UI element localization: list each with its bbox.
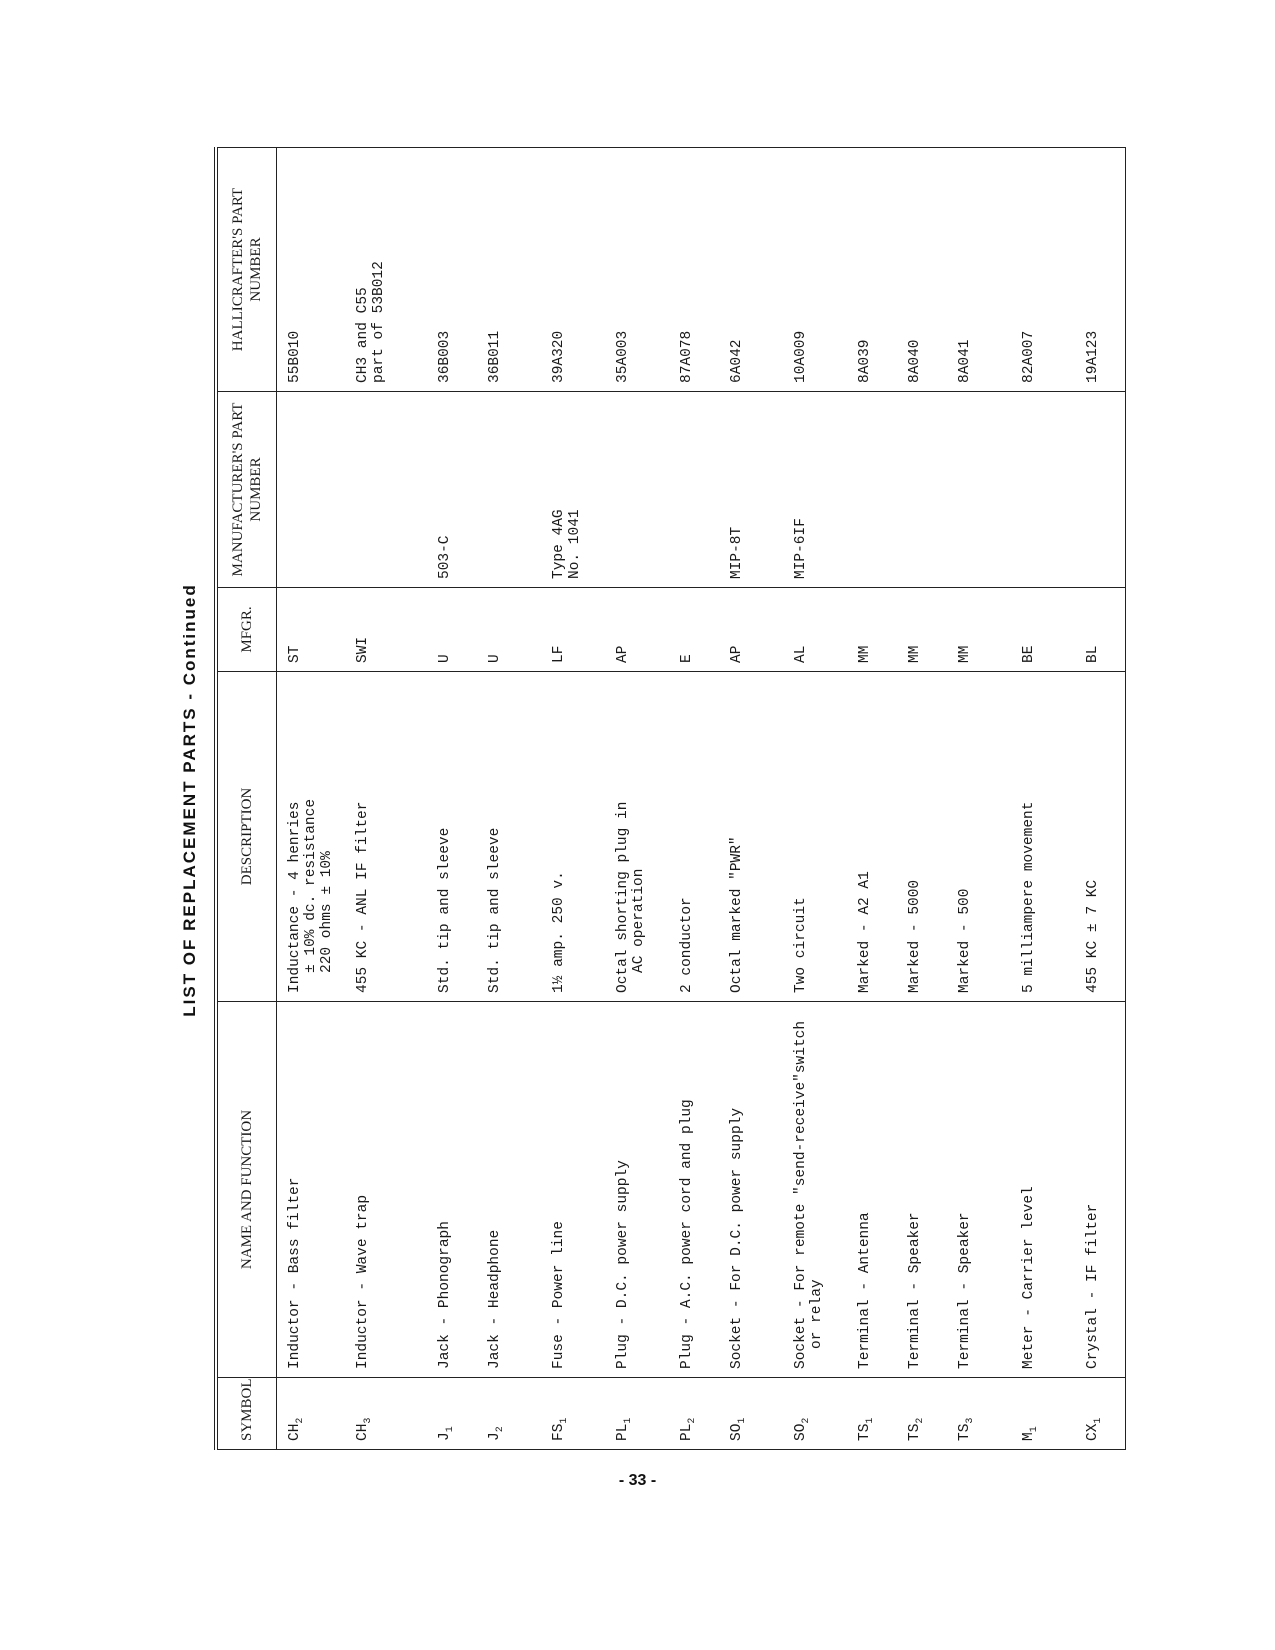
cell-mfg-part-line: MIP-8T: [729, 526, 745, 579]
parts-table: [214, 147, 1126, 1450]
symbol-subscript: 2: [914, 1417, 926, 1424]
cell-hc-part-line: 55B010: [287, 330, 303, 383]
table-row: [897, 148, 947, 1450]
cell-name: [897, 1002, 947, 1378]
cell-description-line: Two circuit: [793, 897, 809, 993]
cell-mfgr: [997, 588, 1061, 672]
cell-mfgr: [1061, 588, 1126, 672]
cell-hc-part: [591, 148, 655, 392]
cell-mfg-part: [897, 392, 947, 588]
cell-mfgr: [345, 588, 413, 672]
cell-description-line: Inductance - 4 henries: [287, 801, 303, 993]
cell-mfgr-line: ST: [287, 645, 303, 663]
cell-description: [997, 672, 1061, 1002]
cell-symbol: [1061, 1378, 1126, 1450]
cell-mfgr: [769, 588, 833, 672]
cell-name: [947, 1002, 997, 1378]
cell-mfgr-line: SWI: [355, 636, 371, 663]
cell-hc-part: [897, 148, 947, 392]
symbol-subscript: 3: [964, 1417, 976, 1424]
cell-mfgr-line: AP: [729, 645, 745, 663]
cell-hc-part: [277, 148, 346, 392]
cell-name: [527, 1002, 591, 1378]
page-title: LIST OF REPLACEMENT PARTS - Continued: [180, 583, 199, 1017]
symbol-text: SO: [729, 1423, 745, 1441]
cell-name-line: Socket - For D.C. power supply: [729, 1107, 745, 1369]
cell-mfgr-line: BL: [1085, 645, 1101, 663]
cell-description-line: AC operation: [631, 868, 647, 973]
cell-description-line: Marked - 500: [957, 888, 973, 993]
table-row: [527, 148, 591, 1450]
cell-mfg-part: [947, 392, 997, 588]
cell-hc-part: [1061, 148, 1126, 392]
cell-description-line: Marked - 5000: [907, 879, 923, 993]
cell-description-line: 5 milliampere movement: [1021, 801, 1037, 993]
cell-mfgr: [947, 588, 997, 672]
cell-mfg-part: [277, 392, 346, 588]
cell-hc-part-line: 19A123: [1085, 330, 1101, 383]
cell-mfgr: [527, 588, 591, 672]
cell-hc-part: [833, 148, 897, 392]
cell-mfgr: [591, 588, 655, 672]
cell-mfg-part: [1061, 392, 1126, 588]
cell-name: [345, 1002, 413, 1378]
cell-mfg-part: [833, 392, 897, 588]
cell-name-line: Inductor - Bass filter: [287, 1177, 303, 1369]
cell-name-line: Terminal - Speaker: [907, 1212, 923, 1369]
cell-name-line: Plug - A.C. power cord and plug: [679, 1099, 695, 1369]
cell-symbol: [719, 1378, 769, 1450]
cell-mfgr-line: AL: [793, 645, 809, 663]
table-row: [1061, 148, 1126, 1450]
cell-mfgr-line: E: [679, 654, 695, 663]
cell-name-line: Jack - Headphone: [487, 1229, 503, 1369]
cell-name-line: Jack - Phonograph: [437, 1221, 453, 1369]
cell-description-line: 1½ amp. 250 v.: [551, 871, 567, 993]
header-hc-part: HALLICRAFTER'S PART NUMBER: [216, 148, 277, 392]
cell-name: [655, 1002, 719, 1378]
cell-mfgr-line: MM: [957, 645, 973, 663]
cell-name: [1061, 1002, 1126, 1378]
table-row: [655, 148, 719, 1450]
cell-description-line: ± 10% dc. resistance: [303, 798, 319, 973]
symbol-text: SO: [793, 1423, 809, 1441]
cell-hc-part: [769, 148, 833, 392]
cell-mfgr-line: MM: [857, 645, 873, 663]
cell-name: [277, 1002, 346, 1378]
cell-name-line: Inductor - Wave trap: [355, 1194, 371, 1369]
symbol-subscript: 2: [294, 1417, 306, 1424]
cell-mfg-part-line: 503-C: [437, 535, 453, 579]
table-row: [997, 148, 1061, 1450]
cell-hc-part-line: 39A320: [551, 330, 567, 383]
cell-description: [897, 672, 947, 1002]
cell-hc-part-line: 35A003: [615, 330, 631, 383]
symbol-text: TS: [857, 1423, 873, 1441]
cell-name: [769, 1002, 833, 1378]
cell-mfg-part: [527, 392, 591, 588]
cell-mfg-part: [719, 392, 769, 588]
cell-symbol: [527, 1378, 591, 1450]
cell-name-line: Plug - D.C. power supply: [615, 1160, 631, 1369]
cell-mfgr-line: LF: [551, 645, 567, 663]
cell-mfgr: [833, 588, 897, 672]
header-description: DESCRIPTION: [216, 672, 277, 1002]
cell-mfg-part: [997, 392, 1061, 588]
table-row: [769, 148, 833, 1450]
cell-name: [413, 1002, 477, 1378]
table-row: [477, 148, 527, 1450]
cell-description-line: Std. tip and sleeve: [437, 827, 453, 993]
cell-description-line: Octal shorting plug in: [615, 801, 631, 993]
cell-hc-part-line: 8A040: [907, 339, 923, 383]
cell-description-line: Std. tip and sleeve: [487, 827, 503, 993]
table-row: [413, 148, 477, 1450]
symbol-subscript: 1: [736, 1417, 748, 1424]
symbol-subscript: 3: [362, 1417, 374, 1424]
cell-description: [655, 672, 719, 1002]
cell-hc-part-line: 36B011: [487, 330, 503, 383]
cell-description: [719, 672, 769, 1002]
symbol-text: CH: [355, 1423, 371, 1441]
cell-symbol: [477, 1378, 527, 1450]
cell-mfg-part: [591, 392, 655, 588]
cell-symbol: [277, 1378, 346, 1450]
symbol-subscript: 1: [1092, 1417, 1104, 1424]
cell-symbol: [997, 1378, 1061, 1450]
header-row: [216, 148, 277, 1450]
table-row: [277, 148, 346, 1450]
cell-name-line: Meter - Carrier level: [1021, 1186, 1037, 1369]
cell-description-line: 2 conductor: [679, 897, 695, 993]
cell-hc-part-line: 36B003: [437, 330, 453, 383]
cell-mfgr: [413, 588, 477, 672]
cell-mfg-part-line: MIP-6IF: [793, 518, 809, 579]
cell-hc-part: [947, 148, 997, 392]
cell-mfgr-line: AP: [615, 645, 631, 663]
cell-hc-part: [477, 148, 527, 392]
cell-mfgr-line: BE: [1021, 645, 1037, 663]
cell-hc-part-line: 82A007: [1021, 330, 1037, 383]
table-row: [345, 148, 413, 1450]
cell-hc-part: [655, 148, 719, 392]
symbol-text: PL: [615, 1423, 631, 1441]
symbol-subscript: 1: [558, 1417, 570, 1424]
cell-hc-part-line: part of 53B012: [371, 261, 387, 383]
cell-description-line: Octal marked "PWR": [729, 836, 745, 993]
header-name: NAME AND FUNCTION: [216, 1002, 277, 1378]
cell-description: [477, 672, 527, 1002]
cell-hc-part-line: CH3 and C55: [355, 287, 371, 383]
cell-hc-part-line: 87A078: [679, 330, 695, 383]
symbol-subscript: 2: [686, 1417, 698, 1424]
cell-mfgr: [277, 588, 346, 672]
cell-mfg-part: [477, 392, 527, 588]
symbol-subscript: 2: [800, 1417, 812, 1424]
cell-mfgr: [477, 588, 527, 672]
header-symbol: SYMBOL: [216, 1378, 277, 1450]
cell-description-line: Marked - A2 A1: [857, 871, 873, 993]
cell-description: [413, 672, 477, 1002]
symbol-subscript: 1: [622, 1417, 634, 1424]
symbol-subscript: 1: [864, 1417, 876, 1424]
cell-hc-part: [997, 148, 1061, 392]
cell-hc-part-line: 6A042: [729, 339, 745, 383]
symbol-subscript: 1: [444, 1426, 456, 1433]
cell-symbol: [655, 1378, 719, 1450]
symbol-text: TS: [957, 1423, 973, 1441]
cell-symbol: [947, 1378, 997, 1450]
cell-hc-part-line: 8A041: [957, 339, 973, 383]
cell-description-line: 455 KC - ANL IF filter: [355, 801, 371, 993]
cell-mfgr-line: MM: [907, 645, 923, 663]
cell-name-line: Fuse - Power line: [551, 1221, 567, 1369]
cell-mfgr-line: U: [437, 654, 453, 663]
rotated-page: [170, 140, 1135, 1460]
cell-mfg-part: [413, 392, 477, 588]
table-row: [833, 148, 897, 1450]
symbol-subscript: 1: [1028, 1426, 1040, 1433]
cell-name: [477, 1002, 527, 1378]
cell-description: [277, 672, 346, 1002]
cell-name-line: Crystal - IF filter: [1085, 1203, 1101, 1369]
header-mfgr: MFGR.: [216, 588, 277, 672]
cell-mfg-part: [655, 392, 719, 588]
cell-mfgr: [897, 588, 947, 672]
cell-mfgr: [719, 588, 769, 672]
cell-hc-part: [719, 148, 769, 392]
cell-symbol: [769, 1378, 833, 1450]
symbol-text: CH: [287, 1423, 303, 1441]
cell-name-line: Terminal - Antenna: [857, 1212, 873, 1369]
cell-name-line: Socket - For remote "send-receive"switch: [793, 1020, 809, 1369]
cell-symbol: [591, 1378, 655, 1450]
cell-mfg-part: [769, 392, 833, 588]
cell-description: [947, 672, 997, 1002]
cell-symbol: [897, 1378, 947, 1450]
cell-hc-part: [345, 148, 413, 392]
cell-mfg-part-line: No. 1041: [567, 509, 583, 579]
symbol-text: J: [437, 1432, 453, 1441]
cell-name: [833, 1002, 897, 1378]
cell-description: [527, 672, 591, 1002]
cell-description: [591, 672, 655, 1002]
page-number: - 33 -: [618, 1472, 657, 1489]
parts-body: [277, 148, 1126, 1450]
cell-description-line: 220 ohms ± 10%: [319, 851, 335, 973]
symbol-text: TS: [907, 1423, 923, 1441]
cell-name-line: or relay: [809, 1279, 825, 1349]
cell-description: [1061, 672, 1126, 1002]
cell-mfg-part: [345, 392, 413, 588]
symbol-subscript: 2: [494, 1426, 506, 1433]
cell-description-line: 455 KC ± 7 KC: [1085, 879, 1101, 993]
cell-hc-part: [413, 148, 477, 392]
cell-mfgr: [655, 588, 719, 672]
cell-symbol: [413, 1378, 477, 1450]
header-mfg-part: MANUFACTURER'S PART NUMBER: [216, 392, 277, 588]
cell-mfg-part-line: Type 4AG: [551, 509, 567, 579]
cell-hc-part-line: 10A009: [793, 330, 809, 383]
cell-symbol: [833, 1378, 897, 1450]
symbol-text: M: [1021, 1432, 1037, 1441]
symbol-text: PL: [679, 1423, 695, 1441]
cell-hc-part: [527, 148, 591, 392]
cell-name: [719, 1002, 769, 1378]
cell-hc-part-line: 8A039: [857, 339, 873, 383]
cell-name: [591, 1002, 655, 1378]
cell-description: [769, 672, 833, 1002]
table-row: [947, 148, 997, 1450]
table-row: [719, 148, 769, 1450]
cell-description: [833, 672, 897, 1002]
cell-mfgr-line: U: [487, 654, 503, 663]
table-row: [591, 148, 655, 1450]
cell-symbol: [345, 1378, 413, 1450]
symbol-text: CX: [1085, 1423, 1101, 1441]
cell-name: [997, 1002, 1061, 1378]
cell-description: [345, 672, 413, 1002]
symbol-text: J: [487, 1432, 503, 1441]
symbol-text: FS: [551, 1423, 567, 1441]
cell-name-line: Terminal - Speaker: [957, 1212, 973, 1369]
